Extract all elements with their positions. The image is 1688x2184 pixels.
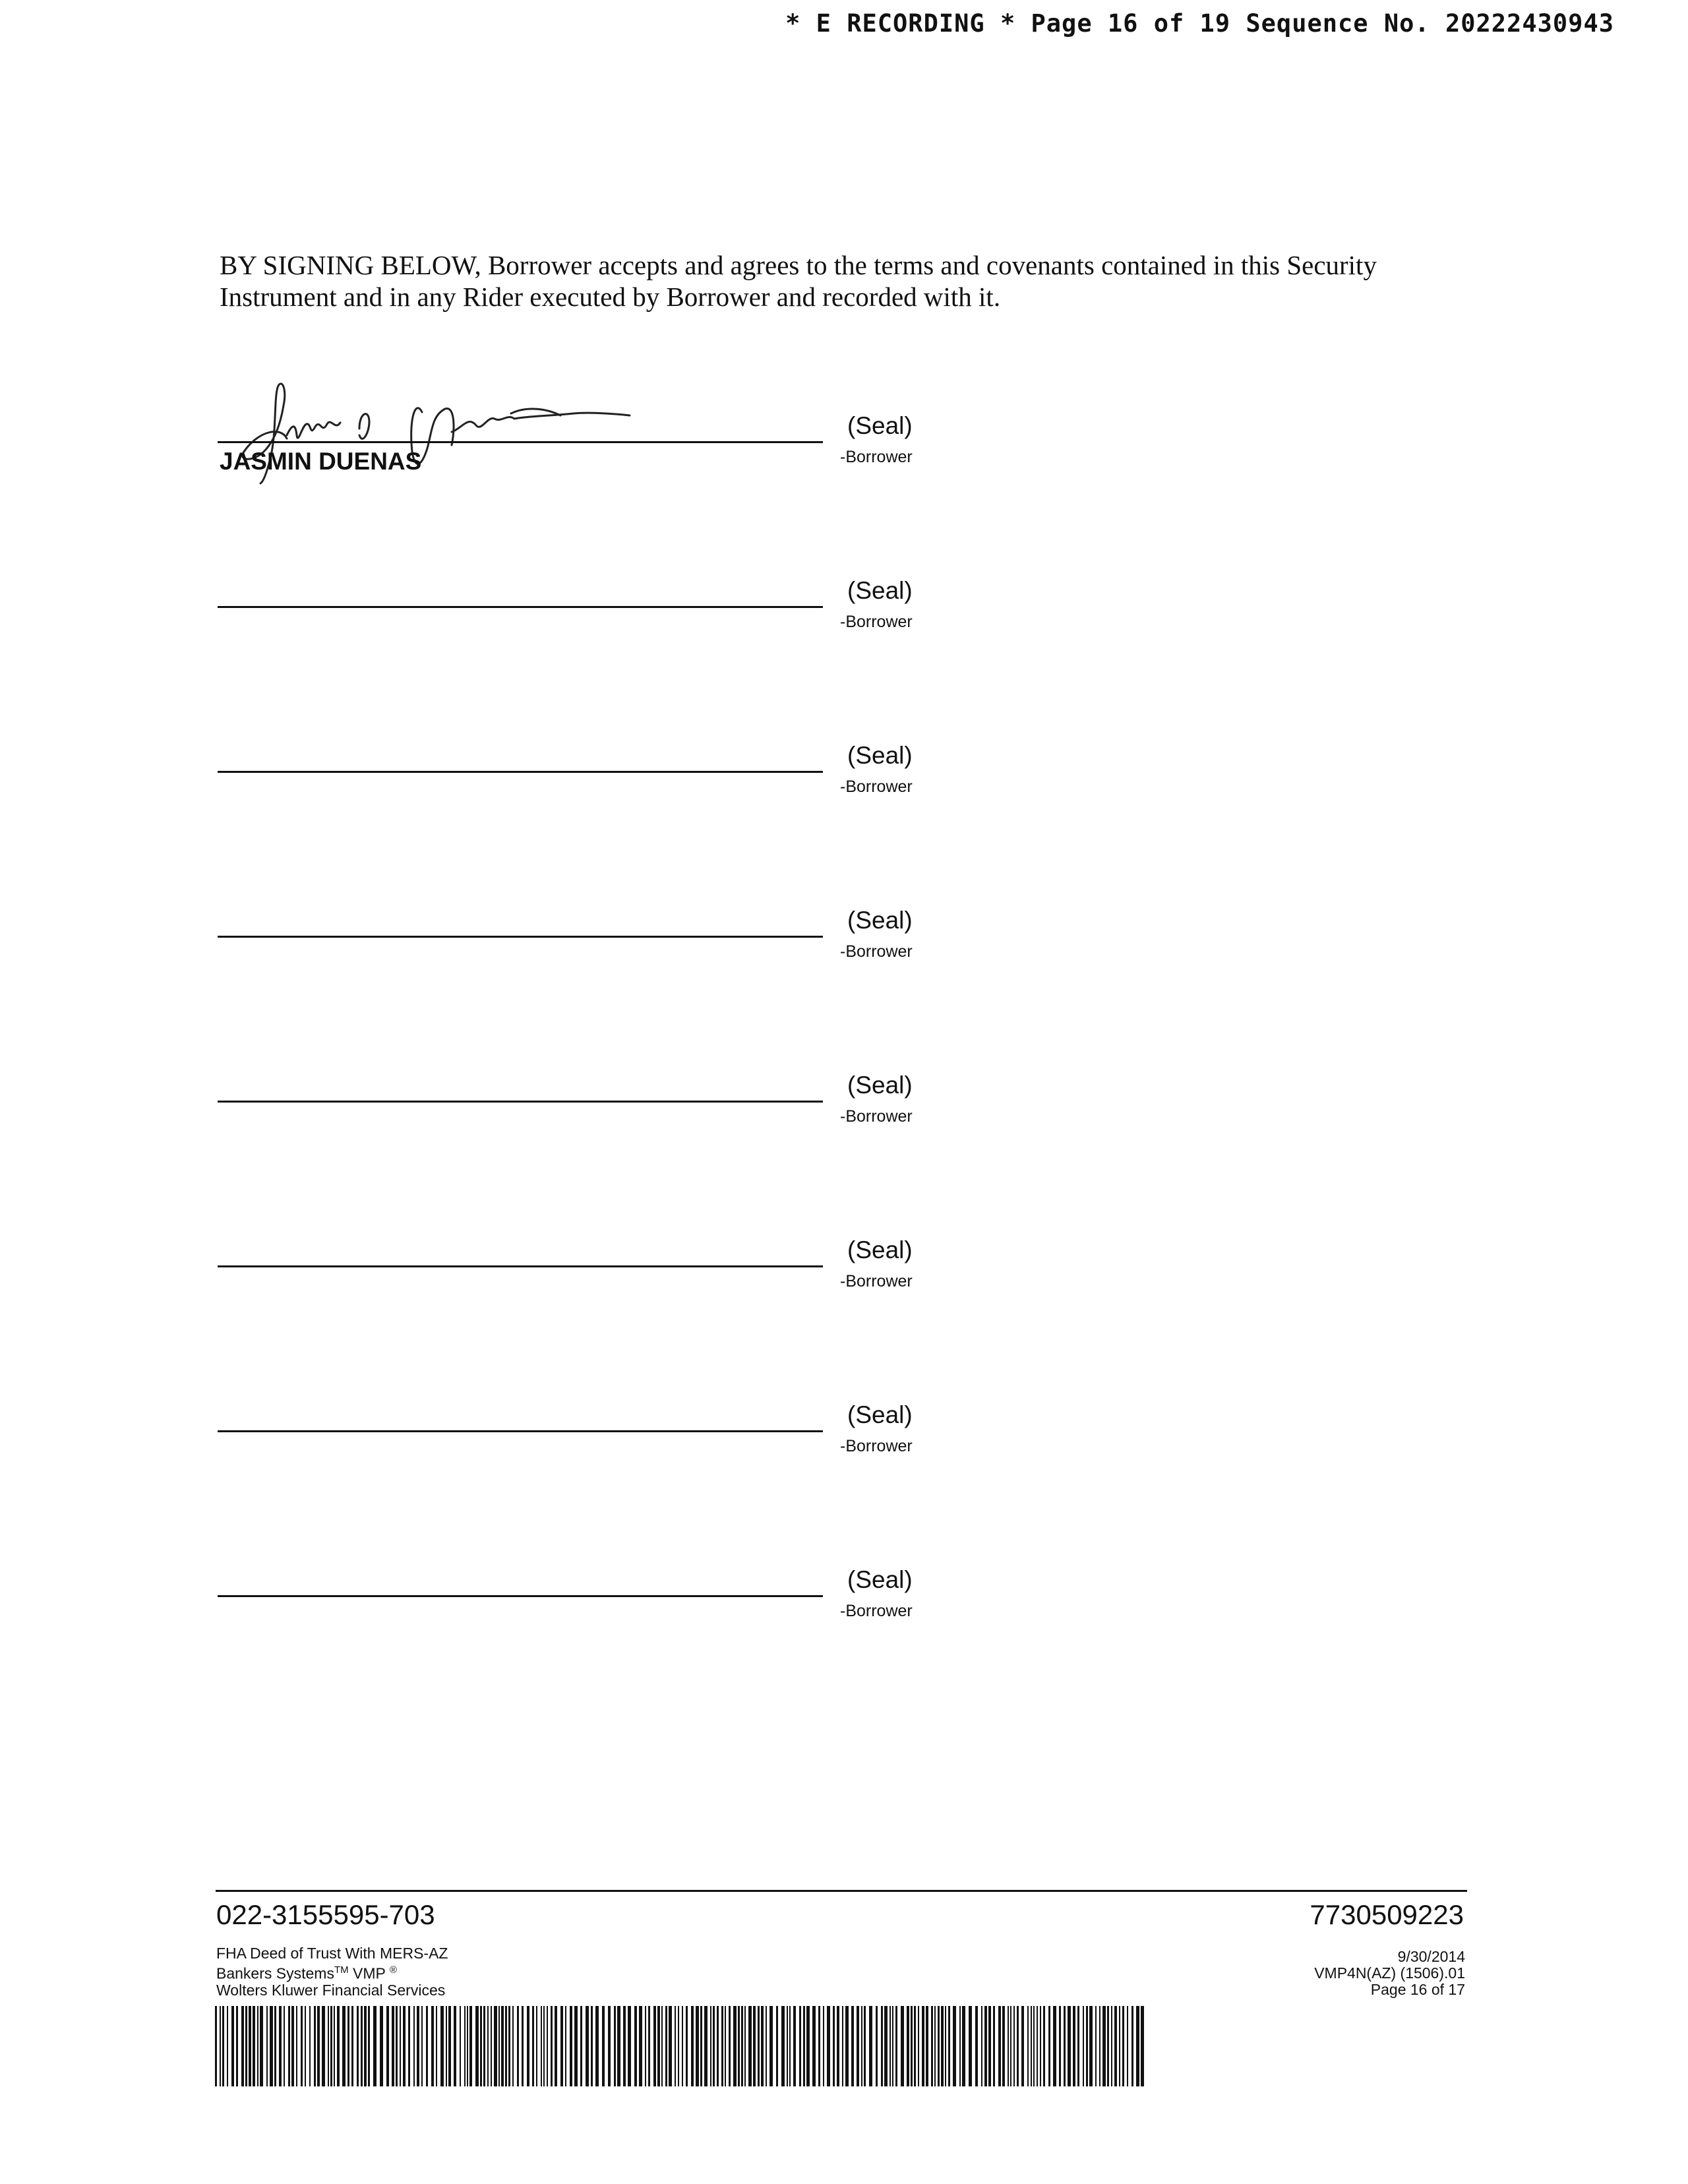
signature-line <box>218 1430 823 1432</box>
vendor-prefix: Bankers Systems <box>216 1964 334 1982</box>
borrower-role-label: -Borrower <box>840 1602 913 1620</box>
loan-number: 022-3155595-703 <box>216 1899 435 1930</box>
signature-block <box>218 412 943 491</box>
form-date: 9/30/2014 <box>1397 1948 1465 1965</box>
signature-block <box>218 742 943 821</box>
borrower-role-label: -Borrower <box>840 1272 913 1290</box>
signature-line <box>218 936 823 938</box>
seal-label: (Seal) <box>847 1072 913 1099</box>
signature-block <box>218 1236 943 1316</box>
signature-block <box>218 577 943 656</box>
recording-header: * E RECORDING * Page 16 of 19 Sequence No. 20222430943 <box>785 9 1614 38</box>
signature-line <box>218 441 823 443</box>
signature-block <box>218 907 943 986</box>
borrower-role-label: -Borrower <box>840 448 913 466</box>
document-number: 7730509223 <box>1310 1899 1464 1930</box>
form-title: FHA Deed of Trust With MERS-AZ <box>216 1945 448 1962</box>
trademark-mark: TM <box>334 1964 349 1976</box>
seal-label: (Seal) <box>847 742 913 769</box>
signature-line <box>218 606 823 608</box>
form-code: VMP4N(AZ) (1506).01 <box>1314 1964 1465 1982</box>
signature-line <box>218 771 823 773</box>
barcode <box>215 2006 1150 2086</box>
signature-block <box>218 1566 943 1645</box>
borrower-role-label: -Borrower <box>840 613 913 631</box>
signing-statement: BY SIGNING BELOW, Borrower accepts and agrees to the terms and covenants contained in this Security Instrument and in any Rider executed by Borrower and recorded with it. <box>220 250 1377 312</box>
seal-label: (Seal) <box>847 412 913 439</box>
seal-label: (Seal) <box>847 907 913 934</box>
seal-label: (Seal) <box>847 1566 913 1593</box>
footer-divider <box>216 1890 1467 1892</box>
seal-label: (Seal) <box>847 1401 913 1428</box>
form-info <box>216 1945 448 1999</box>
signature-block <box>218 1072 943 1151</box>
registered-mark: ® <box>389 1964 397 1976</box>
seal-label: (Seal) <box>847 1236 913 1263</box>
publisher-name: Wolters Kluwer Financial Services <box>216 1981 446 1999</box>
seal-label: (Seal) <box>847 577 913 604</box>
borrower-role-label: -Borrower <box>840 1437 913 1455</box>
borrower-role-label: -Borrower <box>840 1107 913 1126</box>
signature-block <box>218 1401 943 1480</box>
signature-line <box>218 1595 823 1597</box>
signer-name: JASMIN DUENAS <box>220 448 422 475</box>
page-info: Page 16 of 17 <box>1370 1981 1465 1998</box>
signature-line <box>218 1101 823 1103</box>
form-meta <box>1314 1949 1465 1998</box>
vendor-line <box>216 1962 448 1982</box>
vendor-product: VMP <box>353 1964 386 1982</box>
signature-line <box>218 1265 823 1267</box>
borrower-role-label: -Borrower <box>840 777 913 796</box>
borrower-role-label: -Borrower <box>840 942 913 961</box>
